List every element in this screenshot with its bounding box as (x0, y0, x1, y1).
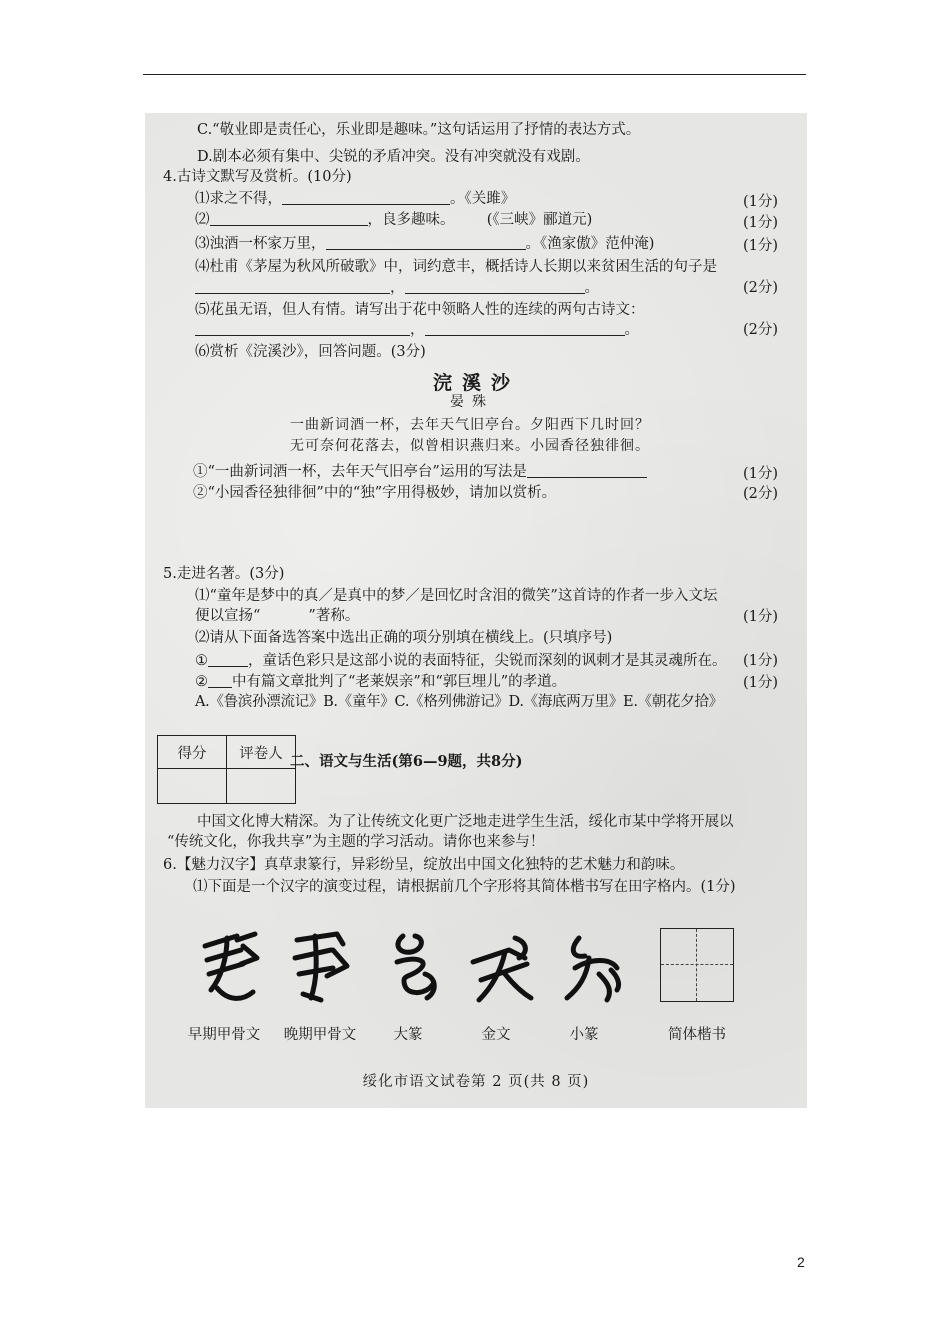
answer-blank[interactable] (425, 321, 625, 336)
q4-6: ⑹赏析《浣溪沙》，回答问题。(3分) (195, 344, 426, 360)
q5-2-2: ② 中有篇文章批判了“老莱娱亲”和“郭巨埋儿”的孝道。 (195, 674, 567, 690)
answer-blank[interactable] (260, 608, 308, 622)
points: (1分) (743, 466, 779, 482)
page-number: 2 (797, 1254, 805, 1270)
score-cell[interactable] (158, 769, 227, 804)
points: (1分) (743, 609, 779, 625)
q6-1: ⑴下面是一个汉字的演变过程，请根据前几个字形将其简体楷书写在田字格内。(1分) (193, 879, 736, 895)
q5-2: ⑵请从下面备选答案中选出正确的项分别填在横线上。(只填序号) (195, 630, 613, 646)
poem-line: 无可奈何花落去，似曾相识燕归来。小园香径独徘徊。 (290, 438, 650, 454)
large-seal-glyph (379, 928, 459, 1008)
answer-blank[interactable] (208, 673, 232, 688)
answer-blank[interactable] (405, 279, 585, 294)
q4-6-1: ①“一曲新词酒一杯，去年天气旧亭台”运用的写法是 (193, 463, 647, 481)
answer-blank[interactable] (326, 235, 526, 250)
q4-2: ⑵ ，良多趣味。 (《三峡》郦道元) (195, 212, 593, 228)
glyph-caption: 小篆 (569, 1027, 599, 1043)
points: (2分) (743, 322, 779, 338)
q4-4: ⑷杜甫《茅屋为秋风所破歌》中，词约意丰，概括诗人长期以来贫困生活的句子是 (195, 259, 717, 275)
grader-header: 评卷人 (227, 736, 296, 769)
glyph-caption: 早期甲骨文 (187, 1027, 261, 1043)
answer-blank[interactable] (208, 652, 248, 667)
glyph-caption: 晚期甲骨文 (283, 1027, 357, 1043)
bronze-glyph (465, 928, 545, 1008)
q4-4-blanks: ， 。 (195, 279, 599, 297)
section-2-heading: 二、语文与生活(第6—9题，共8分) (290, 753, 523, 770)
grid-divider (661, 964, 733, 965)
answer-blank[interactable] (210, 211, 368, 226)
intro-line: “传统文化，你我共享”为主题的学习活动。请你也来参与！ (167, 834, 545, 850)
poem-title: 浣溪沙 (433, 372, 521, 394)
points: (1分) (743, 215, 779, 231)
q4-6-2: ②“小园香径独徘徊”中的“独”字用得极妙，请加以赏析。 (193, 485, 557, 501)
score-table (157, 735, 296, 804)
answer-blank[interactable] (195, 321, 410, 336)
points: (1分) (743, 653, 779, 669)
q5-title: 5.走进名著。(3分) (163, 566, 285, 582)
points: (2分) (743, 280, 779, 296)
q4-5-blanks: ， 。 (195, 321, 639, 339)
points: (1分) (743, 675, 779, 691)
q4-1: ⑴求之不得， 。《关雎》 (195, 191, 516, 207)
header-rule (143, 74, 806, 75)
q5-1-b: 便以宣扬“ ”著称。 (195, 608, 360, 624)
glyph-caption: 金文 (481, 1027, 511, 1043)
q6-title: 6.【魅力汉字】真草隶篆行，异彩纷呈，绽放出中国文化独特的艺术魅力和韵味。 (163, 857, 685, 873)
scanned-exam-page (145, 113, 807, 1108)
poem-author: 晏殊 (450, 394, 494, 410)
page-footer: 绥化市语文试卷第 2 页(共 8 页) (362, 1074, 590, 1090)
points: (1分) (743, 238, 779, 254)
option-d: D.剧本必须有集中、尖锐的矛盾冲突。没有冲突就没有戏剧。 (197, 149, 590, 165)
points: (1分) (743, 194, 779, 210)
grid-divider (696, 929, 697, 1001)
glyph-caption: 简体楷书 (668, 1027, 726, 1043)
late-oracle-glyph (287, 928, 367, 1008)
tianzige-answer-grid[interactable] (660, 928, 734, 1002)
small-seal-glyph (555, 928, 635, 1008)
q4-title: 4.古诗文默写及赏析。(10分) (163, 169, 352, 185)
q4-3: ⑶浊酒一杯家万里， 。《渔家傲》范仲淹) (195, 236, 655, 252)
q5-1: ⑴“童年是梦中的真／是真中的梦／是回忆时含泪的微笑”这首诗的作者一步入文坛 (195, 588, 718, 604)
points: (2分) (743, 486, 779, 502)
option-c: C.“敬业即是责任心，乐业即是趣味。”这句话运用了抒情的表达方式。 (197, 122, 641, 138)
answer-blank[interactable] (527, 463, 647, 478)
poem-line: 一曲新词酒一杯，去年天气旧亭台。夕阳西下几时回？ (290, 417, 650, 433)
score-header: 得分 (158, 736, 227, 769)
early-oracle-glyph (197, 928, 277, 1008)
intro-line: 中国文化博大精深。为了让传统文化更广泛地走进学生生活，绥化市某中学将开展以 (197, 814, 734, 830)
q5-options: A.《鲁滨孙漂流记》B.《童年》C.《格列佛游记》D.《海底两万里》E.《朝花夕拾》 (195, 694, 723, 710)
answer-blank[interactable] (195, 279, 390, 294)
glyph-caption: 大篆 (393, 1027, 423, 1043)
q5-2-1: ① ，童话色彩只是这部小说的表面特征，尖锐而深刻的讽刺才是其灵魂所在。 (195, 653, 727, 669)
answer-blank[interactable] (282, 190, 450, 205)
grader-cell[interactable] (227, 769, 296, 804)
q4-5: ⑸花虽无语，但人有情。请写出于花中领略人性的连续的两句古诗文： (195, 302, 645, 318)
